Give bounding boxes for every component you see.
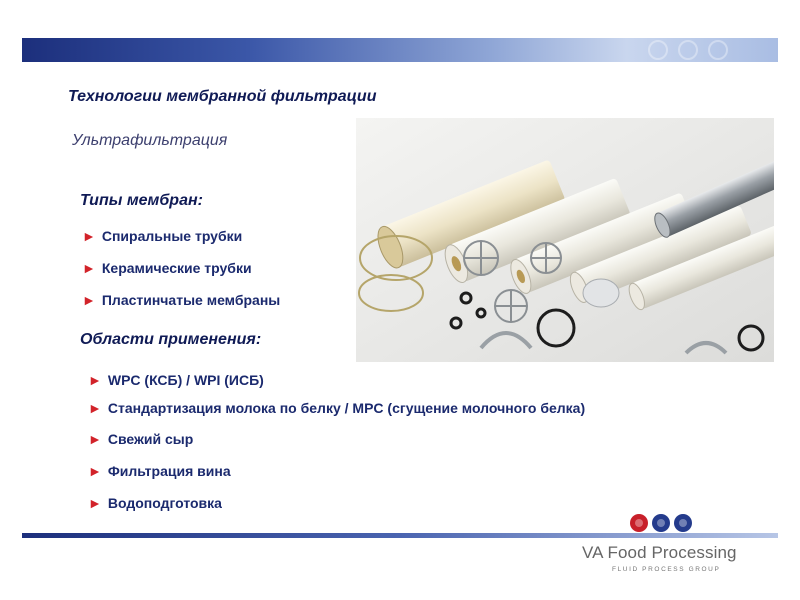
right-triangle-icon: ► (88, 495, 102, 511)
right-triangle-icon: ► (82, 260, 96, 276)
membrane-type-item (82, 292, 280, 308)
slide-subtitle: Ультрафильтрация (72, 132, 228, 149)
membrane-filters-photo (356, 118, 774, 362)
application-label: Водоподготовка (107, 495, 222, 511)
application-item (88, 463, 231, 479)
membrane-types-heading: Типы мембран: (80, 192, 203, 209)
application-item (88, 495, 222, 511)
header-watermark-icon (638, 40, 738, 60)
application-label: Стандартизация молока по белку / MPC (сгущение молочного белка) (107, 400, 586, 416)
company-logo-icon (628, 512, 694, 534)
brand-tagline: FLUID PROCESS GROUP (612, 566, 721, 573)
application-item (88, 400, 585, 416)
right-triangle-icon: ► (88, 463, 102, 479)
applications-heading: Области применения: (80, 331, 262, 348)
right-triangle-icon: ► (88, 372, 102, 388)
application-label: WPC (КСБ) / WPI (ИСБ) (107, 372, 264, 388)
application-label: Свежий сыр (107, 431, 194, 447)
membrane-type-item (82, 260, 252, 276)
right-triangle-icon: ► (82, 292, 96, 308)
membrane-type-label: Пластинчатые мембраны (101, 292, 281, 308)
slide-title: Технологии мембранной фильтрации (68, 88, 377, 105)
membrane-type-item (82, 228, 242, 244)
application-item (88, 431, 193, 447)
right-triangle-icon: ► (88, 400, 102, 416)
membrane-type-label: Спиральные трубки (101, 228, 243, 244)
membrane-type-label: Керамические трубки (101, 260, 252, 276)
brand-name: VA Food Processing (582, 543, 737, 562)
right-triangle-icon: ► (82, 228, 96, 244)
right-triangle-icon: ► (88, 431, 102, 447)
application-label: Фильтрация вина (107, 463, 231, 479)
application-item (88, 372, 264, 388)
header-bar (22, 38, 778, 62)
